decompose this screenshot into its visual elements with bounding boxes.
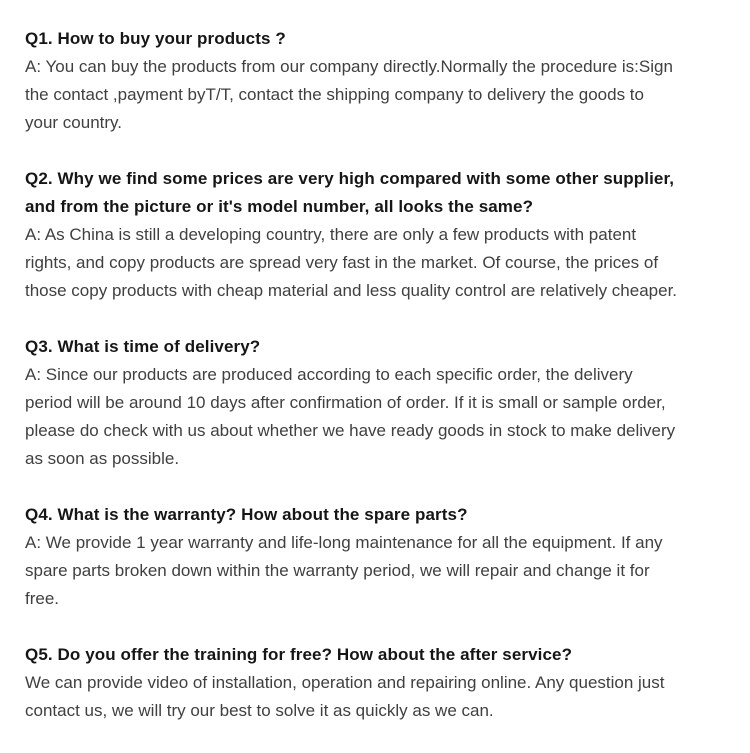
faq-item-q5 bbox=[25, 641, 750, 725]
faq-question-line: Q5. Do you offer the training for free? How about the after service? bbox=[25, 645, 573, 664]
faq-answer-line: the contact ,payment byT/T, contact the shipping company to delivery the goods to bbox=[25, 85, 644, 104]
faq-item-q1 bbox=[25, 25, 750, 137]
faq-answer-line: as soon as possible. bbox=[25, 449, 180, 468]
faq-answer-q4 bbox=[25, 529, 750, 613]
faq-question-q4 bbox=[25, 501, 750, 529]
faq-answer-line: period will be around 10 days after confirmation of order. If it is small or sample order, bbox=[25, 393, 666, 412]
faq-answer-q3 bbox=[25, 361, 750, 473]
faq-answer-line: A: As China is still a developing country, there are only a few products with patent bbox=[25, 225, 637, 244]
faq-question-line: Q2. Why we find some prices are very high compared with some other supplier, bbox=[25, 169, 675, 188]
faq-question-line: Q1. How to buy your products ? bbox=[25, 29, 286, 48]
faq-item-q4 bbox=[25, 501, 750, 613]
faq-item-q3 bbox=[25, 333, 750, 473]
faq-answer-line: those copy products with cheap material and less quality control are relatively cheaper. bbox=[25, 281, 678, 300]
faq-question-q3 bbox=[25, 333, 750, 361]
faq-question-q2 bbox=[25, 165, 750, 221]
faq-question-line: Q4. What is the warranty? How about the spare parts? bbox=[25, 505, 468, 524]
faq-answer-line: contact us, we will try our best to solve it as quickly as we can. bbox=[25, 701, 494, 720]
faq-answer-q2 bbox=[25, 221, 750, 305]
faq-answer-line: free. bbox=[25, 589, 60, 608]
faq-answer-line: spare parts broken down within the warranty period, we will repair and change it for bbox=[25, 561, 650, 580]
faq-question-line: Q3. What is time of delivery? bbox=[25, 337, 261, 356]
faq-answer-line: A: You can buy the products from our company directly.Normally the procedure is:Sign bbox=[25, 57, 673, 76]
faq-answer-line: A: Since our products are produced according to each specific order, the delivery bbox=[25, 365, 633, 384]
faq-question-q1 bbox=[25, 25, 750, 53]
faq-answer-line: We can provide video of installation, operation and repairing online. Any question just bbox=[25, 673, 665, 692]
faq-answer-q1 bbox=[25, 53, 750, 137]
faq-question-q5 bbox=[25, 641, 750, 669]
faq-question-line: and from the picture or it's model number, all looks the same? bbox=[25, 197, 534, 216]
faq-answer-line: A: We provide 1 year warranty and life-long maintenance for all the equipment. If any bbox=[25, 533, 663, 552]
faq-answer-line: rights, and copy products are spread very fast in the market. Of course, the prices of bbox=[25, 253, 659, 272]
faq-answer-line: please do check with us about whether we have ready goods in stock to make delivery bbox=[25, 421, 676, 440]
faq-answer-q5 bbox=[25, 669, 750, 725]
faq-answer-line: your country. bbox=[25, 113, 123, 132]
faq-item-q2 bbox=[25, 165, 750, 305]
